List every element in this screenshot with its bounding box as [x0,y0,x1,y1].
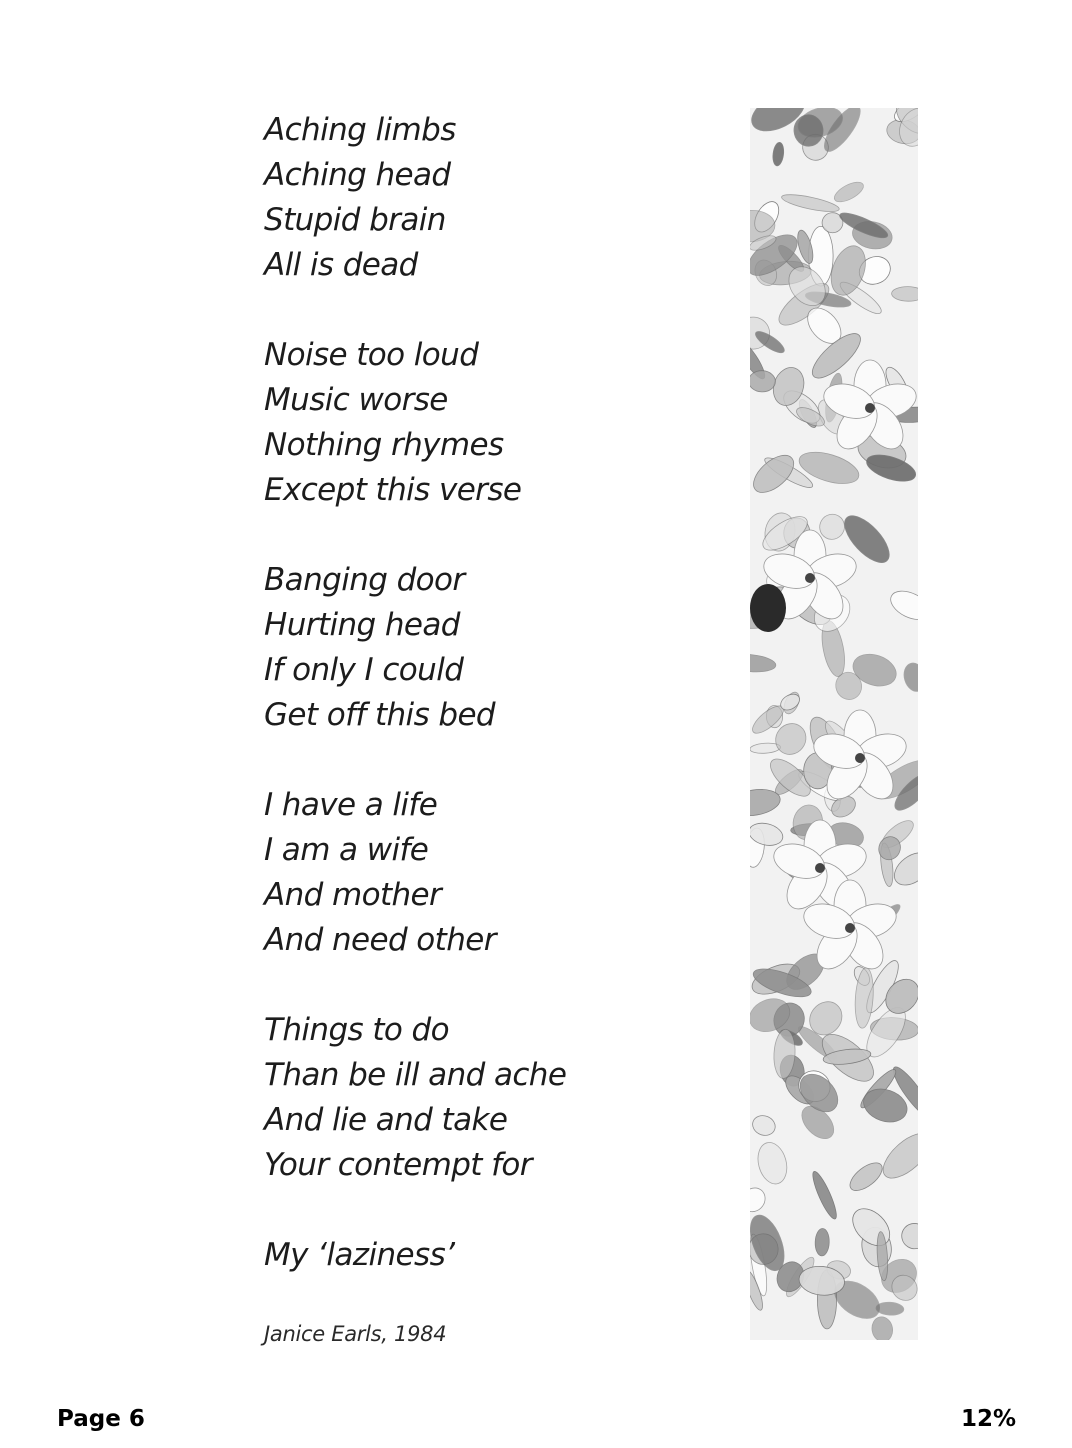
stanza-4 [264,783,684,963]
floral-center [815,863,825,873]
poem-line: Noise too loud [264,337,479,373]
poem-line: And need other [264,922,496,958]
reading-progress: 12% [960,1406,1016,1432]
poem-line: My ‘laziness’ [264,1237,455,1273]
poem-line: Get off this bed [264,697,495,733]
poem-line: Hurting head [264,607,460,643]
stanza-3 [264,558,684,738]
poem-line: Nothing rhymes [264,427,504,463]
poem-attribution: Janice Earls, 1984 [264,1322,447,1346]
poem-line: I have a life [264,787,438,823]
poem-line: Your contempt for [264,1147,532,1183]
stanza-1 [264,108,684,288]
floral-border-image [750,108,918,1340]
poem-line: Things to do [264,1012,449,1048]
floral-dark-leaf [750,584,786,632]
stanza-6 [264,1233,684,1278]
poem [264,108,684,1323]
poem-line: Stupid brain [264,202,446,238]
floral-center [845,923,855,933]
floral-center [865,403,875,413]
page-number: Page 6 [57,1406,145,1432]
poem-line: Music worse [264,382,448,418]
poem-line: If only I could [264,652,464,688]
poem-line: Banging door [264,562,465,598]
stanza-5 [264,1008,684,1188]
floral-center [805,573,815,583]
floral-center [855,753,865,763]
poem-line: And lie and take [264,1102,508,1138]
stanza-2 [264,333,684,513]
poem-line: Aching limbs [264,112,456,148]
poem-line: And mother [264,877,442,913]
poem-line: All is dead [264,247,418,283]
poem-line: Except this verse [264,472,522,508]
poem-line: Than be ill and ache [264,1057,567,1093]
poem-line: I am a wife [264,832,429,868]
poem-line: Aching head [264,157,451,193]
